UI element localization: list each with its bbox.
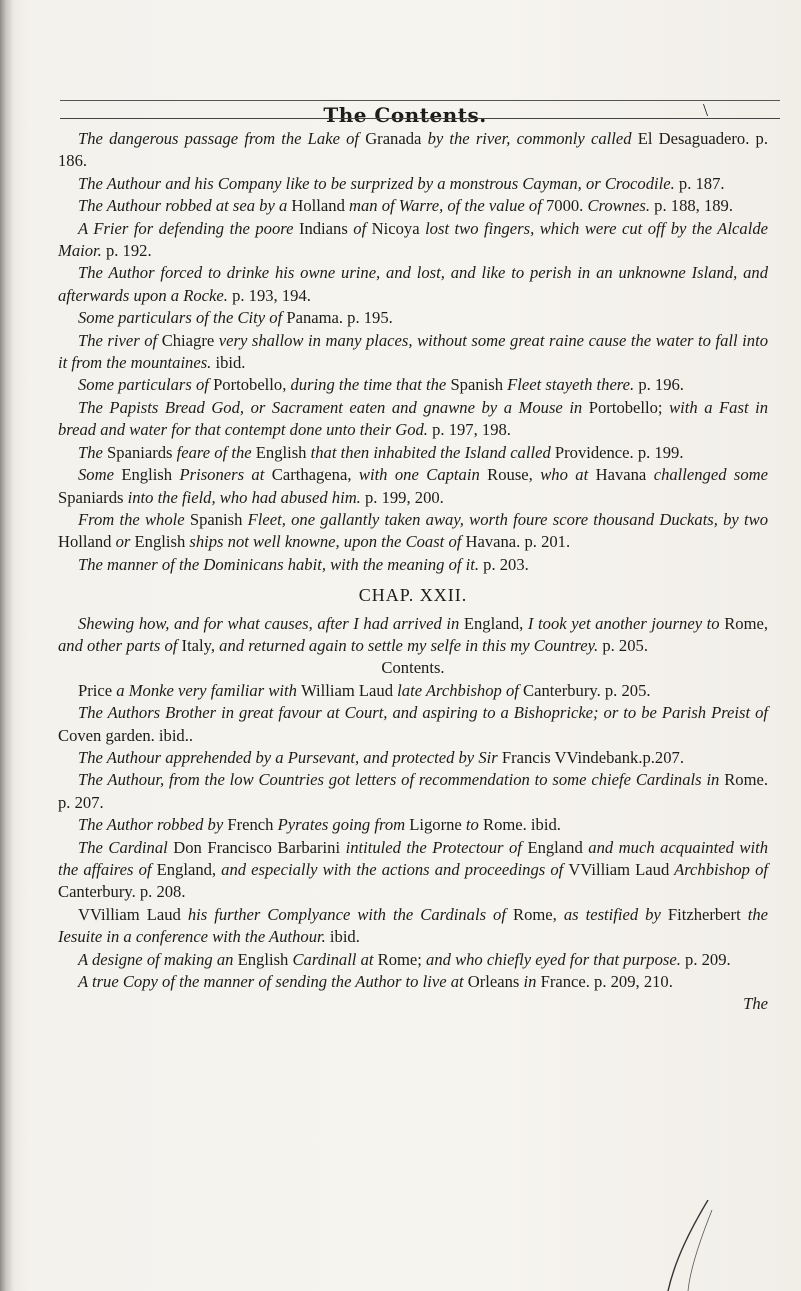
entry-italic-text: The Cardinal [78,837,174,857]
entry-roman-text: Rome; [377,949,422,969]
contents-entry [58,837,768,904]
entry-italic-text: Fleet, one gallantly taken away, worth foure score thousand Duckats, by two [242,509,768,529]
entry-roman-text: Havana. p. 201. [465,532,571,552]
entry-italic-text: I took yet another journey to [523,613,725,633]
contents-entry [58,814,768,836]
entry-roman-text: Ligorne [409,815,462,835]
entry-roman-text: Don Francisco Barbarini [173,837,341,857]
contents-entry [58,128,768,173]
entry-roman-text: France. p. 209, 210. [540,972,673,992]
contents-entry [58,613,768,658]
entry-italic-text: The Author robbed by [78,815,228,835]
entry-italic-text: and who chiefly eyed for that purpose. [421,949,686,969]
entry-roman-text: Rome, [724,613,768,633]
entry-roman-text: England, [156,860,217,879]
entry-italic-text: The Authour apprehended by a Pursevant, and protected by Sir [78,747,502,767]
entry-roman-text: Portobello, [213,375,287,395]
entry-roman-text: Rouse, [487,465,533,485]
contents-entry [58,374,768,396]
entry-italic-text: The dangerous passage from the Lake of [78,129,366,148]
entry-roman-text: Coven garden. ibid.. [58,725,194,745]
entry-roman-text: El Desaguadero. p. 186. [58,129,768,171]
entry-italic-text: who at [532,465,596,485]
entry-roman-text: England [527,837,583,857]
contents-entry [58,747,768,769]
entry-roman-text: Rome. p. 207. [58,770,768,812]
entry-roman-text: French [227,815,274,835]
entry-roman-text: Holland [291,196,345,216]
entry-roman-text: p. 188, 189. [654,196,733,216]
entry-roman-text: Havana [595,465,647,485]
entry-roman-text: p. 197, 198. [432,420,511,440]
entry-roman-text: English [255,442,307,462]
contents-entry [58,702,768,747]
contents-entry [58,464,768,509]
entry-italic-text: man of Warre, of the value of [344,196,546,216]
entry-italic-text: with a Fast in bread and water for that contempt done unto their God. [58,397,768,440]
entry-italic-text: The Author forced to drinke his owne urine, and lost, and like to perish in an unknowne Island, and afterwards upon a Rocke. [58,263,768,305]
entry-italic-text: A Frier for defending the poore [78,218,299,238]
contents-entry [58,330,768,375]
entry-roman-text: Price [78,680,117,700]
entry-italic-text: as testified by [556,904,668,924]
page-header [20,60,790,127]
entry-roman-text: Nicoya [371,218,420,238]
contents-entry [58,971,768,993]
entry-italic-text: Some particulars of the City of [78,308,287,328]
contents-entry [58,904,768,949]
entry-italic-text: lost two fingers, which were cut off by the Alcalde Maior. [58,218,768,261]
contents-entry [58,262,768,307]
entry-italic-text: A true Copy of the manner of sending the Author to live at [78,972,468,992]
entry-roman-text: 7000. [545,196,584,216]
entry-roman-text: Spanish [450,375,503,395]
entry-roman-text: English [121,465,173,485]
entry-roman-text: p. 196. [638,375,684,395]
entry-roman-text: p. 199, 200. [364,487,444,507]
entry-italic-text: and other parts of [58,635,182,655]
entry-roman-text: Orleans [467,972,520,992]
entry-italic-text: The [78,442,108,462]
contents-entry [58,195,768,217]
entry-roman-text: Canterbury. p. 205. [523,680,651,700]
entry-italic-text: or [111,532,135,552]
entry-italic-text: Some particulars of [78,375,214,395]
entry-roman-text: English [237,949,289,969]
entry-italic-text: his further Complyance with the Cardinals of [180,904,513,924]
stray-mark: \ [703,100,709,120]
header-rule-top [60,100,780,101]
entry-italic-text: Some [78,465,122,485]
entry-roman-text: Canterbury. p. 208. [58,882,186,902]
entry-italic-text: Fleet stayeth there. [503,375,639,395]
entry-roman-text: Providence. p. 199. [554,442,684,462]
running-head: The Contents. [323,103,487,127]
page-curl-mark [660,1200,780,1291]
entry-italic-text: Pyrates going from [273,815,410,835]
entry-roman-text: Francis VVindebank.p.207. [501,747,684,767]
entry-roman-text: ibid. [329,927,360,947]
entry-italic-text: into the field, who had abused him. [123,487,365,507]
entry-italic-text: and returned again to settle my selfe in this my Countrey. [215,635,603,655]
entry-roman-text: Granada [365,129,422,148]
contents-list-part-2 [58,680,768,994]
entry-italic-text: in [519,972,541,992]
entry-roman-text: p. 205. [602,635,648,655]
entry-italic-text: and much acquainted with the affaires of [58,837,768,879]
entry-italic-text: The Authors Brother in great favour at Court, and aspiring to a Bishopricke; or to be Parish Preist of [78,703,768,723]
entry-roman-text: p. 193, 194. [232,285,311,305]
entry-italic-text: The Authour robbed at sea by a [78,196,292,216]
entry-italic-text: during the time that the [286,375,451,395]
entry-italic-text: The Authour and his Company like to be surprized by a monstrous Cayman, or Crocodile. [78,173,679,193]
entry-italic-text: that then inhabited the Island called [306,442,555,462]
entry-italic-text: The manner of the Dominicans habit, with the meaning of it. [78,554,484,574]
header-rule-bottom [60,118,780,119]
entry-italic-text: challenged some [646,465,769,485]
entry-italic-text: Prisoners at [172,465,272,485]
entry-roman-text: Portobello; [588,397,663,417]
entry-roman-text: England, [463,613,524,633]
entry-italic-text: to [461,815,483,835]
entry-roman-text: Carthagena, [271,465,352,485]
entry-italic-text: The Authour, from the low Countries got letters of recommendation to some chiefe Cardinals in [78,770,725,790]
contents-label: Contents. [381,658,445,678]
entry-roman-text: English [134,532,186,552]
contents-entry [58,680,768,702]
entry-roman-text: Spanish [189,509,243,529]
entry-italic-text: and especially with the actions and proceedings of [216,860,569,879]
contents-list-part-1 [58,128,768,576]
contents-entry [58,554,768,576]
entry-italic-text: of [347,218,372,238]
contents-entry [58,442,768,464]
entry-italic-text: From the whole [78,509,190,529]
contents-entry [58,173,768,195]
entry-roman-text: Rome, [513,904,557,924]
entry-roman-text: ibid. [215,353,246,373]
entry-italic-text: feare of the [172,442,256,462]
contents-entry [58,218,768,263]
entry-italic-text: with one Captain [351,465,488,485]
catchword: The [743,994,768,1014]
entry-roman-text: p. 187. [678,173,725,193]
entry-roman-text: p. 203. [483,554,529,574]
entry-italic-text: very shallow in many places, without some great raine cause the water to fall into it from the mountaines. [58,330,768,373]
contents-entry [58,397,768,442]
entry-roman-text: Holland [58,532,112,552]
entry-italic-text: ships not well knowne, upon the Coast of [185,532,466,552]
entry-italic-text: A designe of making an [78,949,238,969]
entry-roman-text: p. 209. [685,949,731,969]
entry-roman-text: William Laud [301,680,394,700]
entry-italic-text: the Iesuite in a conference with the Authour. [58,904,768,947]
entry-italic-text: by the river, commonly called [421,129,638,148]
entry-roman-text: VVilliam Laud [78,904,181,924]
contents-entry [58,769,768,814]
entry-roman-text: Indians [298,218,348,238]
contents-entry [58,949,768,971]
entry-roman-text: Spaniards [107,442,173,462]
entry-roman-text: VVilliam Laud [568,860,670,879]
entry-italic-text: late Archbishop of [393,680,524,700]
chapter-heading: CHAP. XXII. [358,585,468,606]
entry-italic-text: Crownes. [583,196,655,216]
contents-body [58,128,768,1016]
entry-italic-text: Cardinall at [288,949,378,969]
entry-italic-text: intituled the Protectour of [340,837,528,857]
contents-entry [58,509,768,554]
entry-roman-text: Italy, [181,635,216,655]
entry-roman-text: Spaniards [58,487,124,507]
contents-entry [58,307,768,329]
chapter-summary [58,613,768,658]
entry-italic-text: a Monke very familiar with [116,680,302,700]
entry-italic-text: Shewing how, and for what causes, after I had arrived in [78,613,464,633]
entry-roman-text: Rome. ibid. [483,815,561,835]
entry-roman-text: Panama. p. 195. [286,308,393,328]
page-gutter-shadow [0,0,14,1291]
entry-italic-text: The Papists Bread God, or Sacrament eaten and gnawne by a Mouse in [78,397,589,417]
entry-italic-text: Archbishop of [669,860,768,879]
entry-roman-text: Fitzherbert [667,904,741,924]
entry-roman-text: Chiagre [161,330,215,350]
entry-italic-text: The river of [78,330,162,350]
entry-roman-text: p. 192. [105,241,152,261]
